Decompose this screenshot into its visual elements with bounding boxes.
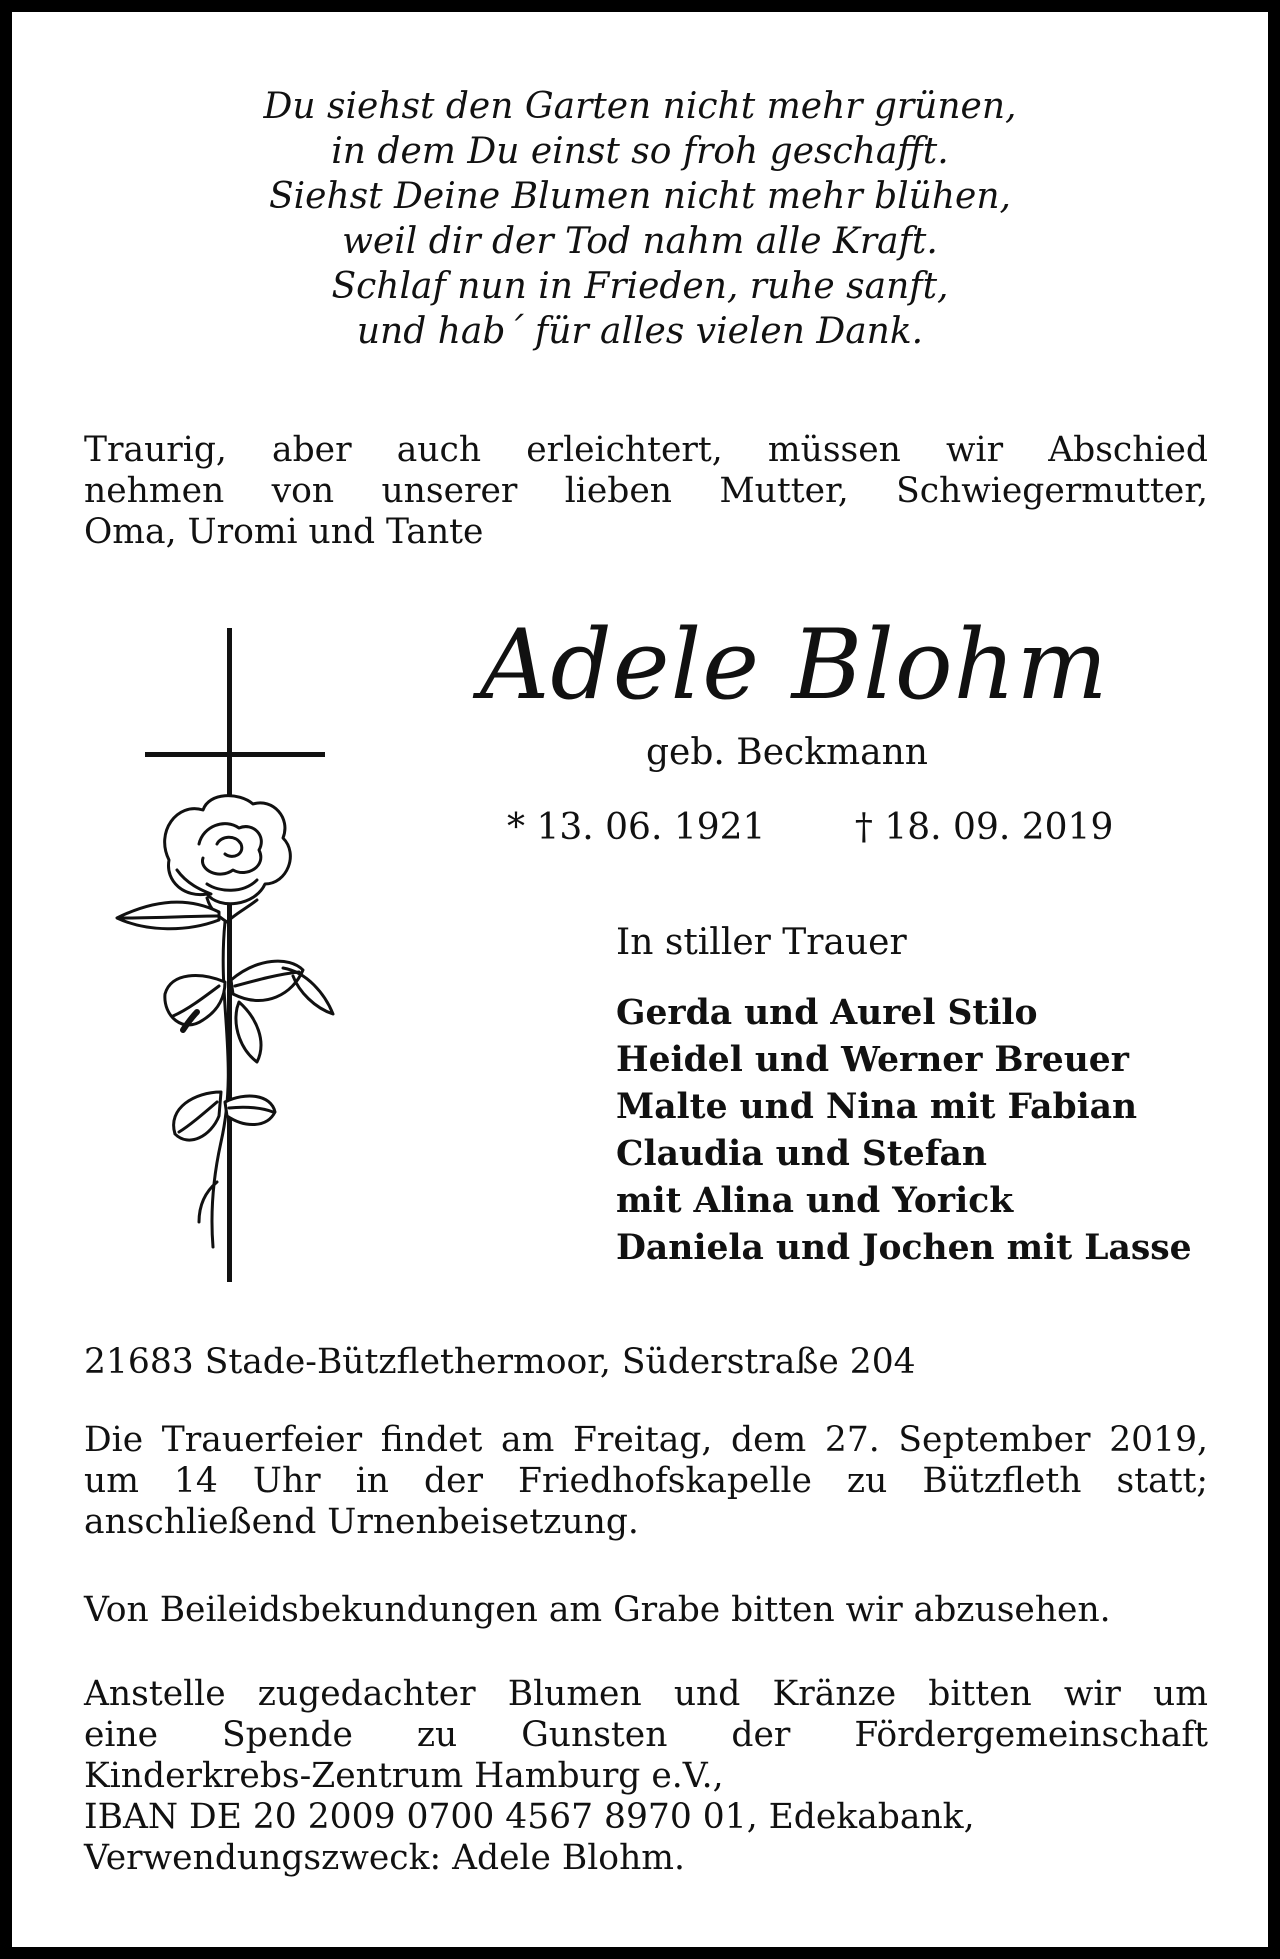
condolence-line: Von Beileidsbekundungen am Grabe bitten wir abzusehen. (84, 1590, 1111, 1630)
funeral-line: anschließend Urnenbeisetzung. (84, 1502, 639, 1542)
family-address (84, 1342, 1208, 1383)
poem-line: weil dir der Tod nahm alle Kraft. (342, 221, 938, 262)
funeral-line: um 14 Uhr in der Friedhofskapelle zu Bützfleth statt; (84, 1461, 1208, 1501)
donation-line: Kinderkrebs-Zentrum Hamburg e.V., (84, 1756, 724, 1796)
donation-line: IBAN DE 20 2009 0700 4567 8970 01, Edekabank, (84, 1797, 975, 1837)
intro-text (84, 430, 1208, 553)
funeral-info (84, 1420, 1208, 1543)
mourner-name: Gerda und Aurel Stilo (616, 993, 1038, 1033)
mourner-name: mit Alina und Yorick (616, 1181, 1014, 1221)
maiden-name: geb. Beckmann (646, 732, 928, 773)
poem-line: Schlaf nun in Frieden, ruhe sanft, (331, 266, 949, 307)
funeral-line: Die Trauerfeier findet am Freitag, dem 27. September 2019, (84, 1420, 1208, 1460)
poem-line: Du siehst den Garten nicht mehr grünen, (263, 86, 1017, 127)
rose-icon (117, 796, 333, 1247)
donation-line: Verwendungszweck: Adele Blohm. (84, 1838, 685, 1878)
mourner-name: Malte und Nina mit Fabian (616, 1087, 1138, 1127)
condolence-note (84, 1590, 1208, 1631)
address-line: 21683 Stade-Bützflethermoor, Süderstraße 204 (84, 1342, 916, 1382)
mourning-heading: In stiller Trauer (616, 922, 907, 963)
life-dates (507, 807, 1113, 849)
mourner-name: Claudia und Stefan (616, 1134, 987, 1174)
poem-line: Siehst Deine Blumen nicht mehr blühen, (269, 176, 1011, 217)
intro-line: Oma, Uromi und Tante (84, 512, 484, 552)
intro-line: Traurig, aber auch erleichtert, müssen wir Abschied (84, 430, 1208, 470)
donation-line: Anstelle zugedachter Blumen und Kränze bitten wir um (84, 1674, 1208, 1714)
deceased-name: Adele Blohm (480, 609, 1109, 721)
birth-date: * 13. 06. 1921 (507, 807, 766, 848)
mourner-name: Daniela und Jochen mit Lasse (616, 1228, 1192, 1268)
intro-line: nehmen von unserer lieben Mutter, Schwiegermutter, (84, 471, 1208, 511)
mourner-name: Heidel und Werner Breuer (616, 1040, 1129, 1080)
cross-icon (145, 628, 325, 1282)
donation-line: eine Spende zu Gunsten der Fördergemeinschaft (84, 1715, 1208, 1755)
memorial-poem (12, 84, 1268, 354)
poem-line: in dem Du einst so froh geschafft. (331, 131, 949, 172)
poem-line: und hab´ für alles vielen Dank. (356, 311, 924, 352)
death-date: † 18. 09. 2019 (854, 807, 1114, 848)
donation-request (84, 1674, 1208, 1879)
cross-rose-illustration (107, 622, 347, 1287)
mourners-list (616, 990, 1192, 1272)
